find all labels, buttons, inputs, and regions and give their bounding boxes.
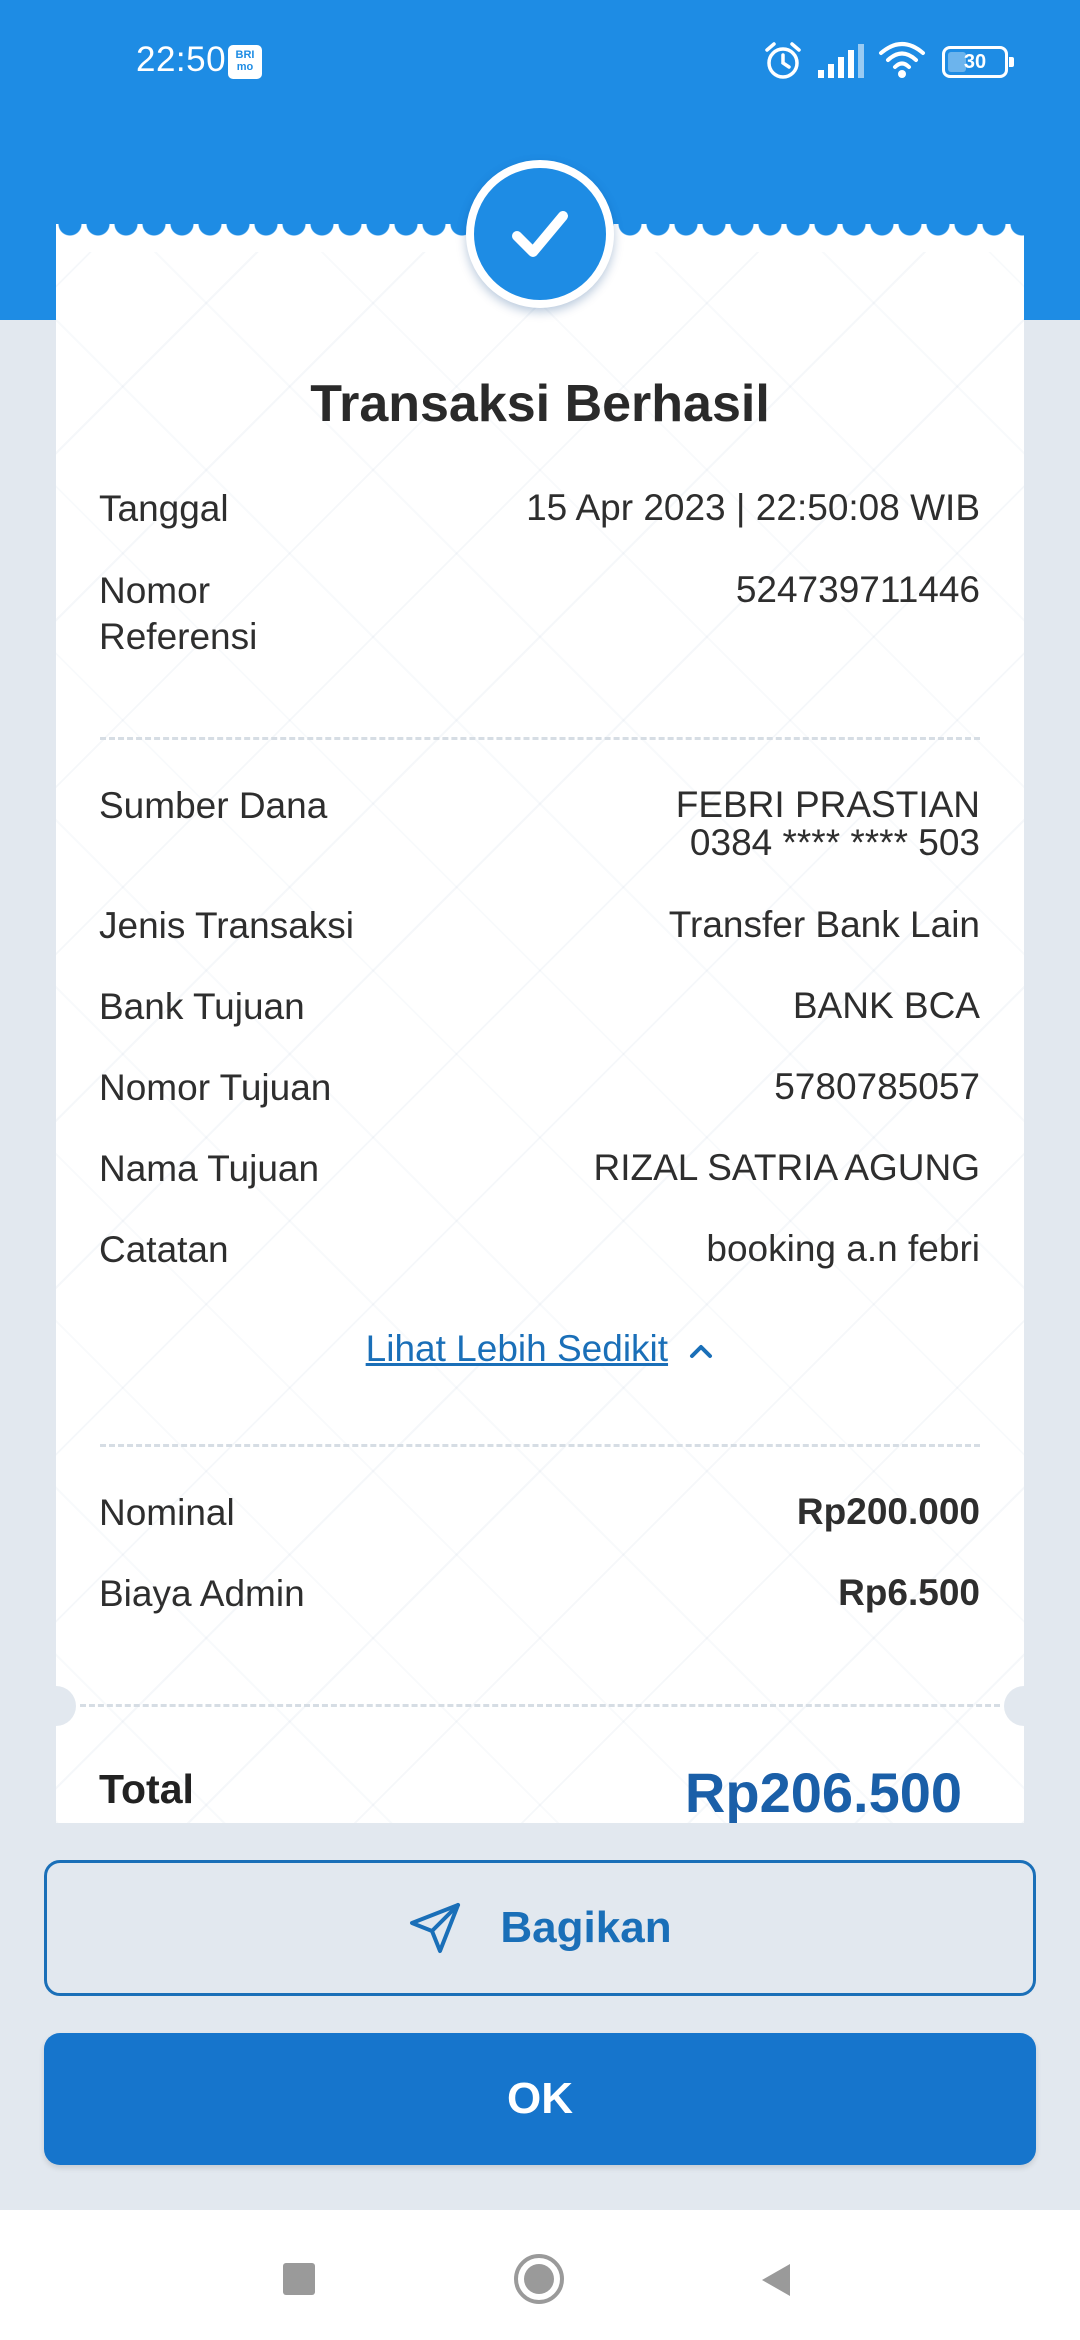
ok-label: OK <box>507 2074 573 2123</box>
destination-bank-value: BANK BCA <box>792 985 980 1026</box>
share-label: Bagikan <box>500 1903 672 1952</box>
divider <box>100 737 980 740</box>
admin-fee-value: Rp6.500 <box>838 1572 980 1613</box>
ok-button[interactable] <box>44 2033 1036 2165</box>
battery-level: 30 <box>963 51 987 73</box>
destination-name-value: RIZAL SATRIA AGUNG <box>593 1147 980 1188</box>
ticket-notch <box>1004 1686 1024 1726</box>
success-badge <box>466 160 614 308</box>
ticket-notch <box>56 1686 76 1726</box>
see-less-link[interactable] <box>56 1328 1024 1370</box>
alarm-icon <box>762 40 804 82</box>
brimo-notification-icon: BRI mo <box>228 45 262 79</box>
status-bar <box>0 0 1080 110</box>
date-value: 15 Apr 2023 | 22:50:08 WIB <box>526 487 980 528</box>
total-value: Rp206.500 <box>684 1761 962 1823</box>
total-label: Total <box>99 1766 194 1812</box>
destination-bank-label: Bank Tujuan <box>99 986 305 1027</box>
source-name: FEBRI PRASTIAN <box>675 784 980 825</box>
transaction-type-label: Jenis Transaksi <box>99 905 354 946</box>
send-icon <box>408 1901 462 1955</box>
transaction-type-value: Transfer Bank Lain <box>668 904 980 945</box>
back-icon[interactable] <box>760 2262 792 2298</box>
destination-number-value: 5780785057 <box>774 1066 980 1107</box>
wifi-icon <box>878 40 926 80</box>
admin-fee-label: Biaya Admin <box>99 1573 305 1614</box>
chevron-up-icon <box>688 1342 714 1360</box>
reference-value: 524739711446 <box>735 569 980 610</box>
signal-icon <box>818 44 868 78</box>
reference-label: Nomor Referensi <box>99 570 258 657</box>
battery-icon <box>942 46 1008 78</box>
source-label: Sumber Dana <box>99 785 328 826</box>
page-title: Transaksi Berhasil <box>310 375 770 433</box>
destination-number-label: Nomor Tujuan <box>99 1067 332 1108</box>
note-value: booking a.n febri <box>706 1228 980 1269</box>
nominal-value: Rp200.000 <box>796 1491 980 1532</box>
note-label: Catatan <box>99 1229 229 1270</box>
date-label: Tanggal <box>99 488 229 529</box>
receipt-card <box>56 238 1024 1823</box>
source-account: 0384 **** **** 503 <box>689 822 980 863</box>
divider <box>80 1704 1000 1707</box>
home-icon[interactable] <box>514 2254 564 2304</box>
status-time: 22:50 <box>136 40 227 79</box>
recent-apps-icon[interactable] <box>283 2263 315 2295</box>
destination-name-label: Nama Tujuan <box>99 1148 320 1189</box>
divider <box>100 1444 980 1447</box>
check-icon <box>511 206 569 262</box>
navigation-bar <box>0 2210 1080 2340</box>
see-less-label: Lihat Lebih Sedikit <box>365 1328 669 1369</box>
nominal-label: Nominal <box>99 1492 235 1533</box>
share-button[interactable] <box>44 1860 1036 1996</box>
